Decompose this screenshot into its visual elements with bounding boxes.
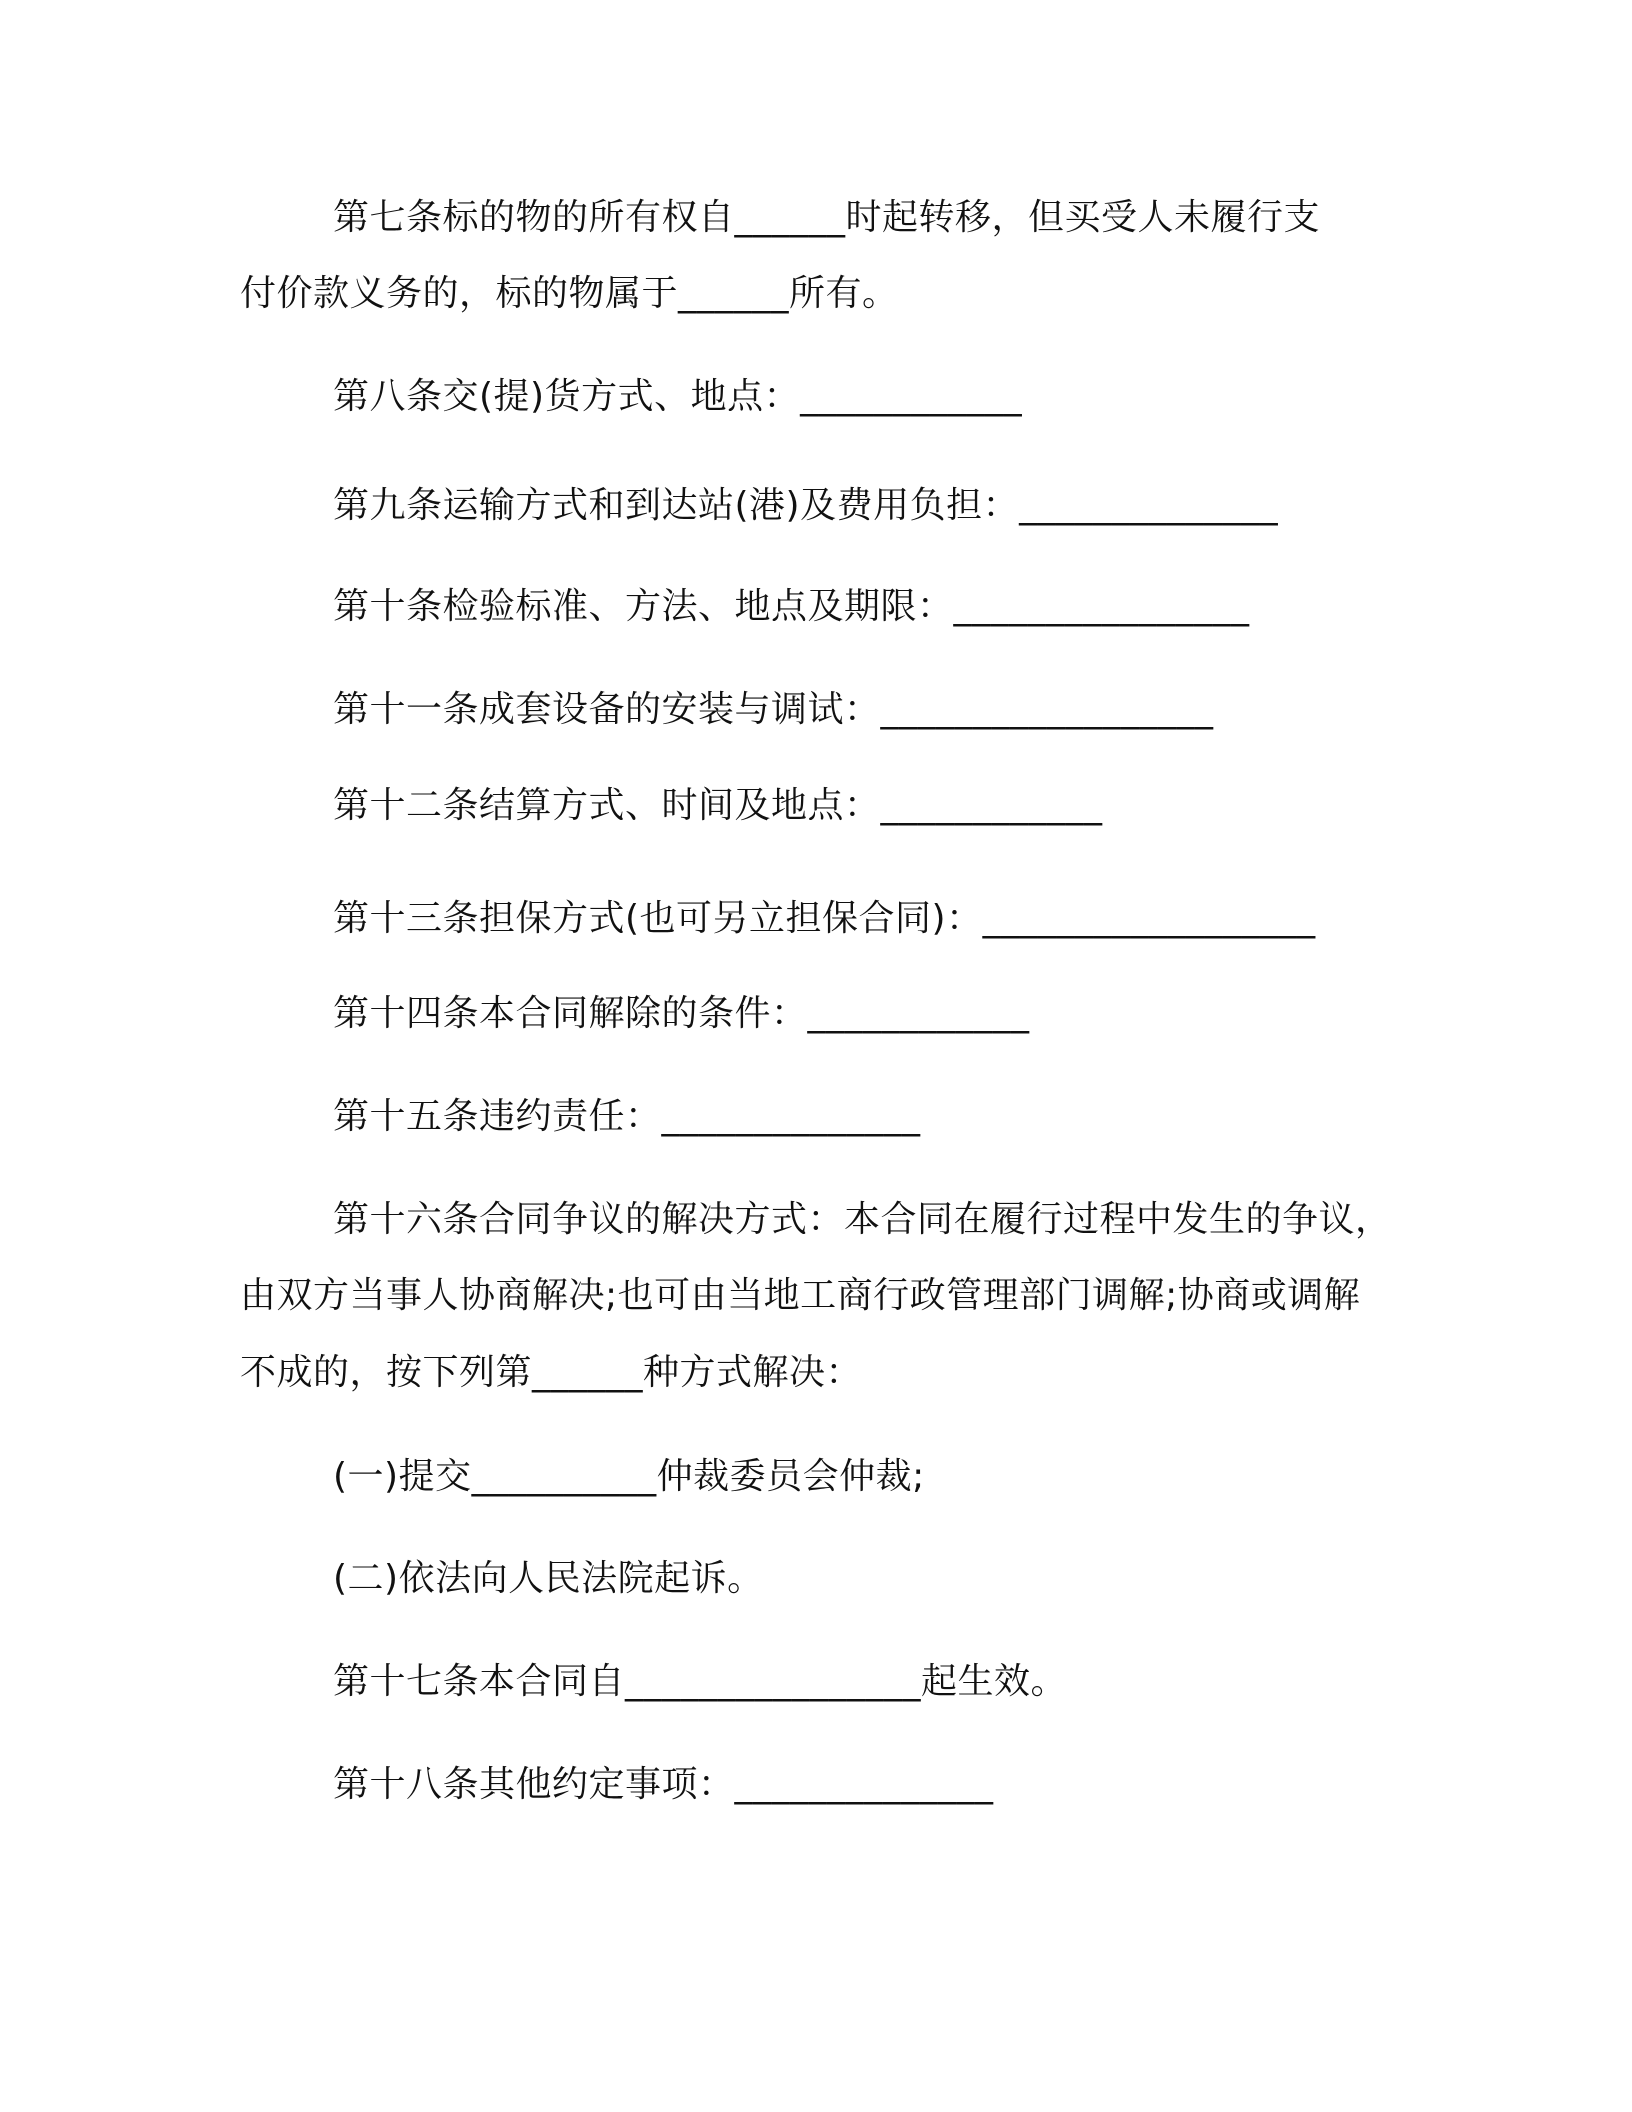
article-16-option-1: (一)提交__________仲裁委员会仲裁; bbox=[333, 1456, 925, 1497]
article-7-line-2: 付价款义务的，标的物属于______所有。 bbox=[240, 273, 899, 314]
article-11: 第十一条成套设备的安装与调试：__________________ bbox=[333, 689, 1214, 730]
article-16-line-3: 不成的，按下列第______种方式解决： bbox=[240, 1352, 863, 1393]
article-8: 第八条交(提)货方式、地点：____________ bbox=[333, 376, 1023, 417]
article-9: 第九条运输方式和到达站(港)及费用负担：______________ bbox=[333, 485, 1279, 526]
article-14: 第十四条本合同解除的条件：____________ bbox=[333, 993, 1030, 1034]
article-16-line-1: 第十六条合同争议的解决方式：本合同在履行过程中发生的争议， bbox=[333, 1199, 1392, 1240]
article-7-line-1: 第七条标的物的所有权自______时起转移，但买受人未履行支 bbox=[333, 197, 1321, 238]
article-16-line-2: 由双方当事人协商解决;也可由当地工商行政管理部门调解;协商或调解 bbox=[240, 1275, 1361, 1316]
article-16-option-2: (二)依法向人民法院起诉。 bbox=[333, 1558, 764, 1599]
article-18: 第十八条其他约定事项：______________ bbox=[333, 1764, 994, 1805]
article-12: 第十二条结算方式、时间及地点：____________ bbox=[333, 785, 1103, 826]
article-17: 第十七条本合同自________________起生效。 bbox=[333, 1661, 1068, 1702]
article-15: 第十五条违约责任：______________ bbox=[333, 1096, 921, 1137]
article-10: 第十条检验标准、方法、地点及期限：________________ bbox=[333, 586, 1250, 627]
article-13: 第十三条担保方式(也可另立担保合同)：__________________ bbox=[333, 898, 1316, 939]
